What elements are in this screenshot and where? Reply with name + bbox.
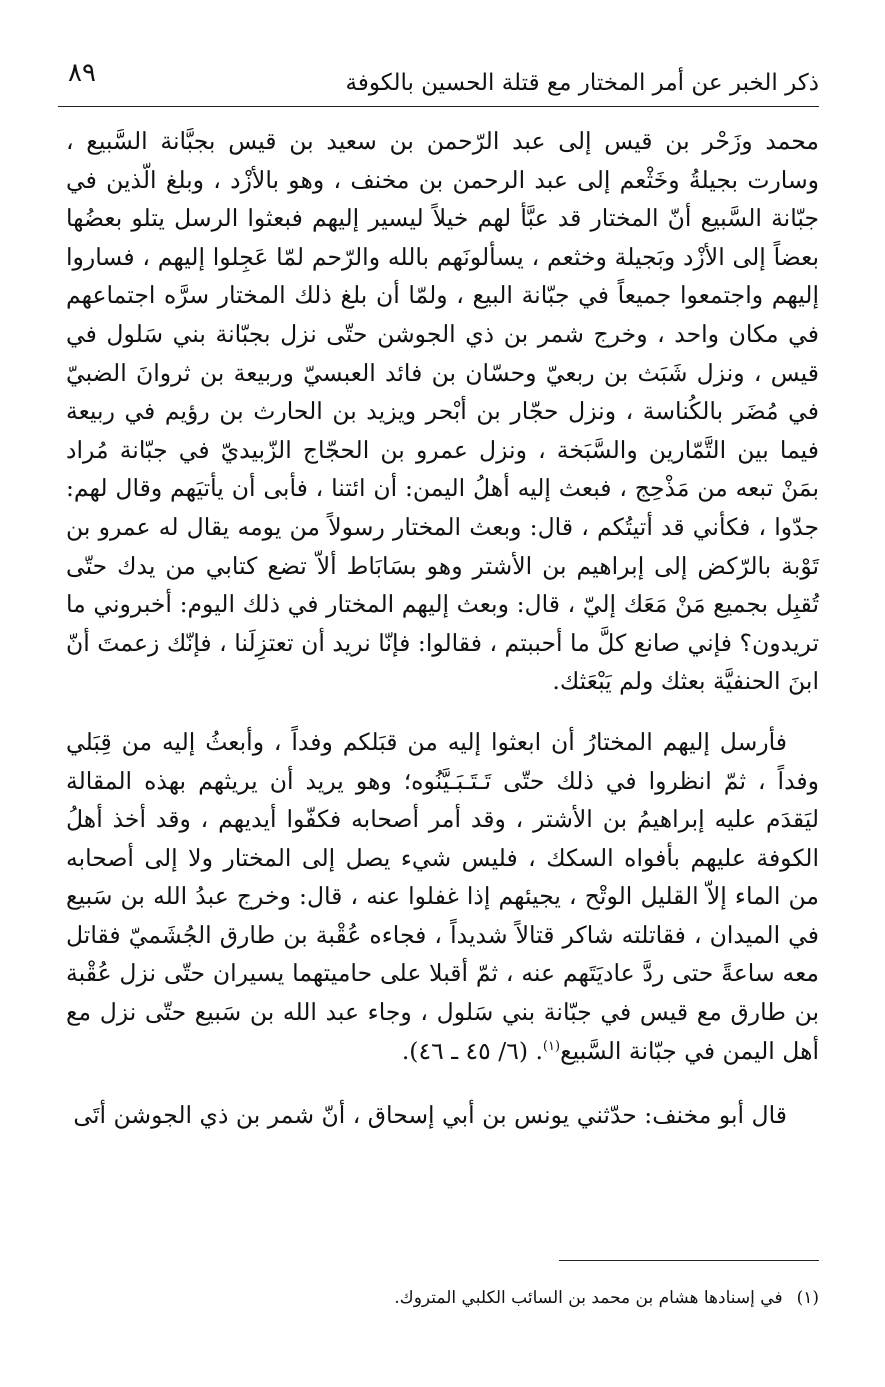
paragraph-1: محمد وزَحْر بن قيس إلى عبد الرّحمن بن سعيد بن قيس بجبَّانة السَّبيع ، وسارت بجيلةُ وخَثْعم إلى عبد الرحمن بن مخنف ، وهو بالأزْد ، وبلغ الّذين في جبّانة السَّبيع أنّ المختار قد عبَّأ لهم خيلاً ليسير إليهم فبعثوا الرسل يتلو بعضُها بعضاً إلى الأزْد وبَجيلة وخثعم ، يسألونَهم بالله والرّحم لمّا عَجِلوا إليهم ، فساروا إليهم واجتمعوا جميعاً في جبّانة البيع ، ولمّا أن بلغ ذلك المختار سرَّه اجتماعهم في مكان واحد ، وخرج شمر بن ذي الجوشن حتّى نزل بجبّانة بني سَلول في قيس ، ونزل شَبَث بن ربعيّ وحسّان بن فائد العبسيّ وربيعة بن ثروانَ الضبيّ في مُضَر بالكُناسة ، ونزل حجّار بن أبْحر ويزيد بن الحارث بن رؤيم في ربيعة فيما بين التَّمّارين والسَّبَخة ، ونزل عمرو بن الحجّاج الزّبيديّ في جبّانة مُراد بمَنْ تبعه من مَذْحِج ، فبعث إليه أهلُ اليمن: أن ائتنا ، فأبى أن يأتيَهم وقال لهم: جدّوا ، فكأني قد أتيتُكم ، قال: وبعث المختار رسولاً من يومه يقال له عمرو بن تَوْبة بالرّكض إلى إبراهيم بن الأشتر وهو بسَابَاط ألاّ تضع كتابي من يدك حتّى تُقبِل بجميع مَنْ مَعَك إليّ ، قال: وبعث إليهم المختار في ذلك اليوم: أخبروني ما تريدون؟ فإني صانع كلَّ ما أحببتم ، فقالوا: فإنّا نريد أن تعتزِلَنا ، فإنّك زعمتَ أنّ ابنَ الحنفيَّة بعثك ولم يَبْعَثك.	[66, 127, 819, 696]
paragraph-3: قال أبو مخنف: حدّثني يونس بن أبي إسحاق ، أنّ شمر بن ذي الجوشن أتَى	[73, 1101, 787, 1130]
footnote-divider	[559, 1260, 819, 1261]
main-text	[66, 122, 819, 1135]
footnote-number: (١)	[796, 1288, 819, 1308]
footnote-text: في إسنادها هشام بن محمد بن السائب الكلبي المتروك.	[394, 1288, 783, 1308]
source-reference: . (٦/ ٤٥ ـ ٤٦).	[401, 1036, 543, 1065]
paragraph-2	[66, 723, 819, 1070]
paragraph-2-text: فأرسل إليهم المختارُ أن ابعثوا إليه من قبَلكم وفداً ، وأبعثُ إليه من قِبَلي وفداً ، ثمّ انظروا في ذلك حتّى تَـتَـبَـيَّنُوه؛ وهو يريد أن يريثهم بهذه المقالة ليَقدَم عليه إبراهيمُ بن الأشتر ، وقد أمر أصحابه فكفّوا أيديهم ، وقد أخذ أهلُ الكوفة عليهم بأفواه السكك ، فليس شيء يصل إلى المختار ولا إلى أصحابه من الماء إلاّ القليل الوتْح ، يجيئهم إذا غفلوا عنه ، قال: وخرج عبدُ الله بن سَبيع في الميدان ، فقاتلته شاكر قتالاً شديداً ، فجاءه عُقْبة بن طارق الجُشَميّ فقاتل معه ساعةً حتى ردَّ عاديَتَهم عنه ، ثمّ أقبلا على حاميتهما يسيران حتّى نزل عُقْبة بن طارق مع قيس في جبّانة بني سَلول ، وجاء عبد الله بن سَبيع حتّى نزل مع أهل اليمن في جبّانة السَّبيع	[66, 727, 819, 1065]
footnote	[66, 1285, 819, 1311]
running-title: ذكر الخبر عن أمر المختار مع قتلة الحسين بالكوفة	[345, 70, 819, 96]
footnote-reference: (١)	[542, 1038, 561, 1054]
page-number: ٨٩	[68, 58, 96, 88]
page-header	[58, 56, 819, 107]
